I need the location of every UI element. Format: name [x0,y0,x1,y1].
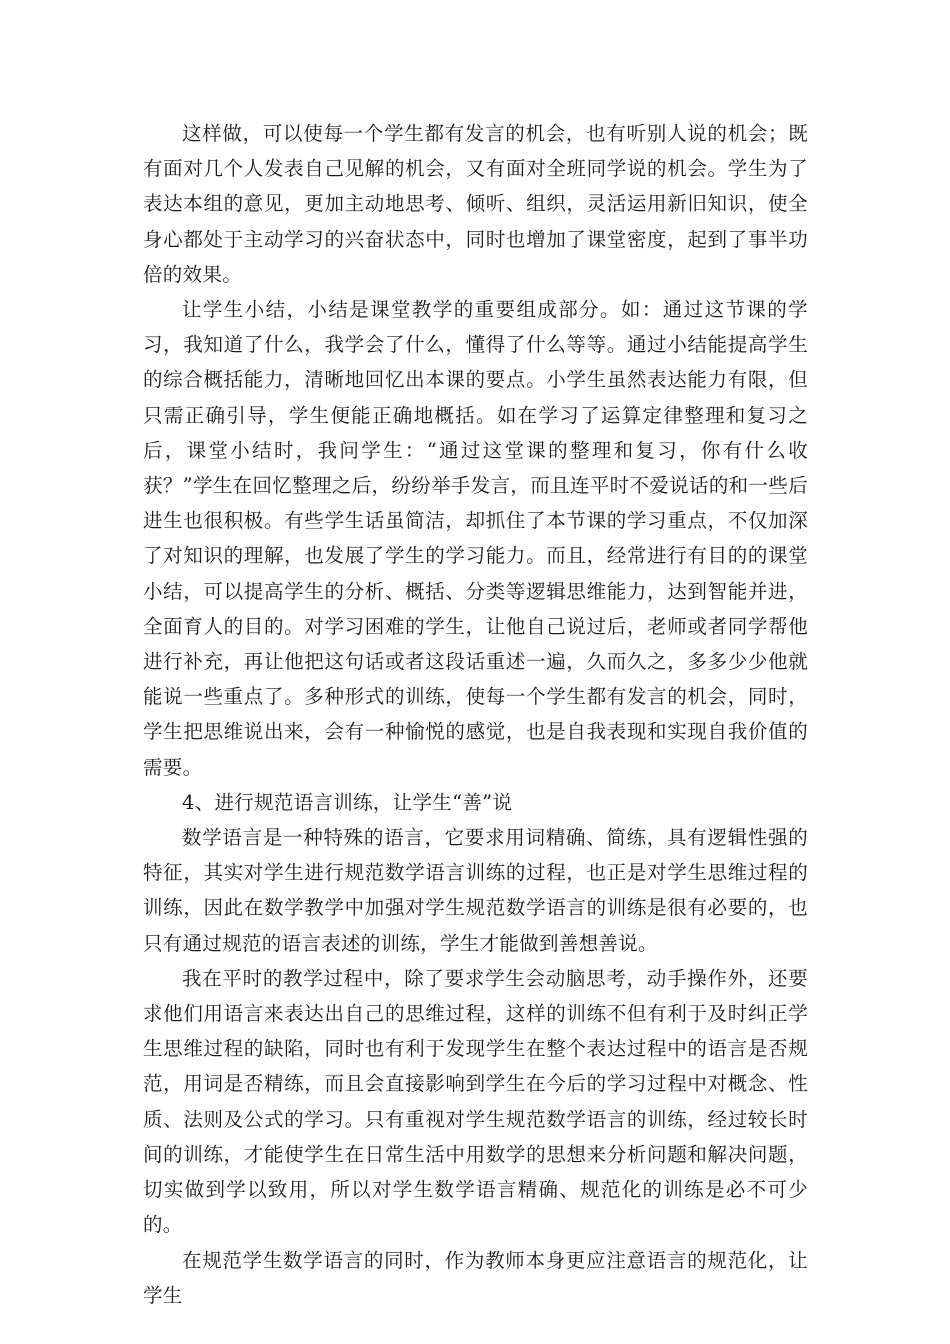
paragraph-student-summary: 让学生小结，小结是课堂教学的重要组成部分。如：通过这节课的学习，我知道了什么，我学会了什么，懂得了什么等等。通过小结能提高学生的综合概括能力，清晰地回忆出本课的要点。小学生虽然表达能力有限，但只需正确引导，学生便能正确地概括。如在学习了运算定律整理和复习之后，课堂小结时，我问学生：“通过这堂课的整理和复习，你有什么收获？”学生在回忆整理之后，纷纷举手发言，而且连平时不爱说话的和一些后进生也很积极。有些学生话虽简洁，却抓住了本节课的学习重点，不仅加深了对知识的理解，也发展了学生的学习能力。而且，经常进行有目的的课堂小结，可以提高学生的分析、概括、分类等逻辑思维能力，达到智能并进，全面育人的目的。对学习困难的学生，让他自己说过后，老师或者同学帮他进行补充，再让他把这句话或者这段话重述一遍，久而久之，多多少少他就能说一些重点了。多种形式的训练，使每一个学生都有发言的机会，同时，学生把思维说出来，会有一种愉悦的感觉，也是自我表现和实现自我价值的需要。 [143,298,808,779]
paragraph-teacher-language: 在规范学生数学语言的同时，作为教师本身更应注意语言的规范化，让学生 [143,1248,808,1307]
paragraph-teaching-process: 我在平时的教学过程中，除了要求学生会动脑思考，动手操作外，还要求他们用语言来表达出自己的思维过程，这样的训练不但有利于及时纠正学生思维过程的缺陷，同时也有利于发现学生在整个表达过程中的语言是否规范，用词是否精练，而且会直接影响到学生在今后的学习过程中对概念、性质、法则及公式的学习。只有重视对学生规范数学语言的训练，经过较长时间的训练，才能使学生在日常生活中用数学的思想来分析问题和解决问题，切实做到学以致用，所以对学生数学语言精确、规范化的训练是必不可少的。 [143,966,808,1237]
paragraph-math-language: 数学语言是一种特殊的语言，它要求用词精确、简练，具有逻辑性强的特征，其实对学生进行规范数学语言训练的过程，也正是对学生思维过程的训练，因此在数学教学中加强对学生规范数学语言的训练是很有必要的，也只有通过规范的语言表述的训练，学生才能做到善想善说。 [143,826,808,955]
section-heading-4: 4、进行规范语言训练，让学生“善”说 [182,790,513,814]
document-body [143,116,808,1313]
paragraph-group-speaking: 这样做，可以使每一个学生都有发言的机会，也有听别人说的机会；既有面对几个人发表自己见解的机会，又有面对全班同学说的机会。学生为了表达本组的意见，更加主动地思考、倾听、组织，灵活运用新旧知识，使全身心都处于主动学习的兴奋状态中，同时也增加了课堂密度，起到了事半功倍的效果。 [143,122,808,286]
